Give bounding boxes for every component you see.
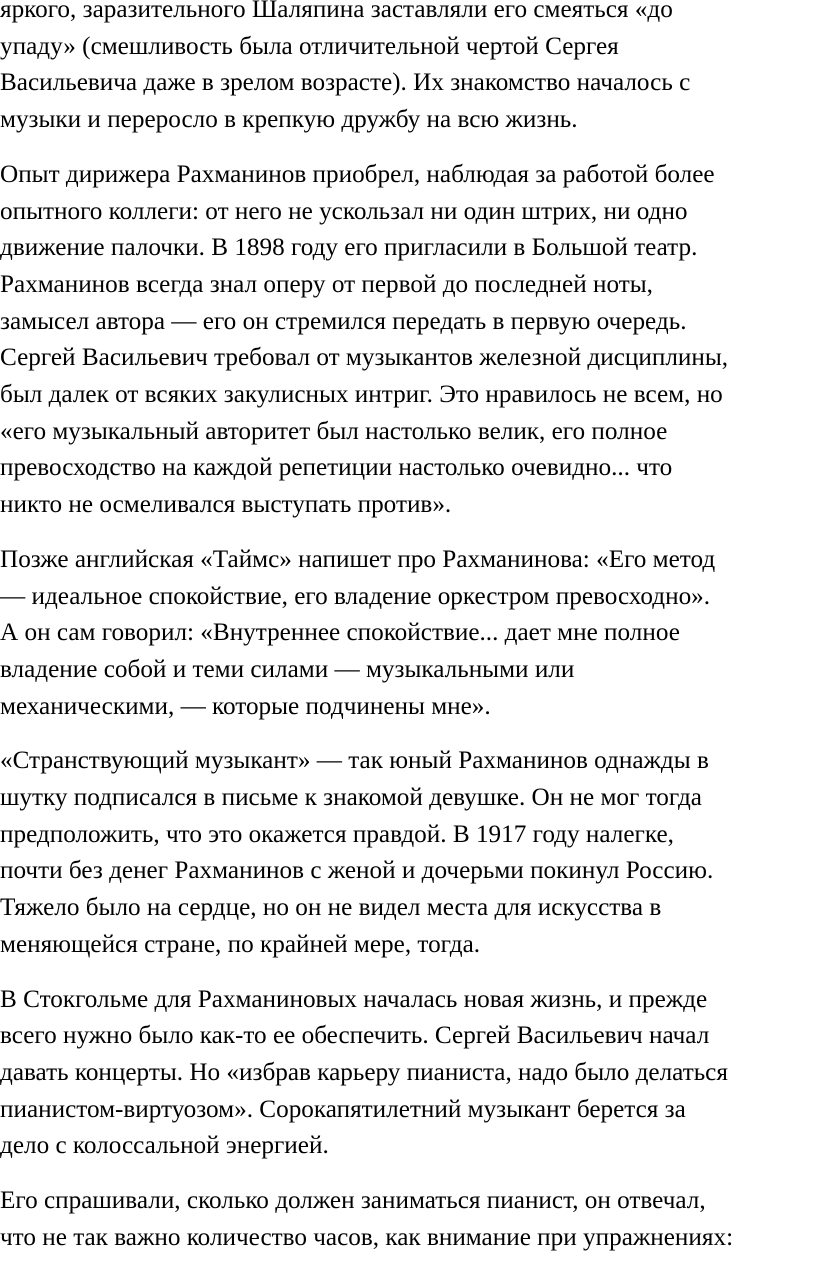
text-line: почти без денег Рахманинов с женой и дочерьми покинул Россию.: [0, 857, 714, 885]
text-line: движение палочки. В 1898 году его пригласили в Большой театр.: [0, 234, 698, 262]
text-line: был далек от всяких закулисных интриг. Это нравилось не всем, но: [0, 381, 723, 409]
text-line: — идеальное спокойствие, его владение оркестром превосходно».: [0, 582, 711, 610]
text-line: Опыт дирижера Рахманинов приобрел, наблюдая за работой более: [0, 160, 715, 188]
text-line: превосходство на каждой репетиции настолько очевидно... что: [0, 454, 673, 482]
text-line: всего нужно было как-то ее обеспечить. Сергей Васильевич начал: [0, 1022, 710, 1050]
text-line: меняющейся стране, по крайней мере, тогда.: [0, 930, 481, 958]
text-line: В Стокгольме для Рахманиновых началась новая жизнь, и прежде: [0, 985, 708, 1013]
text-line: что не так важно количество часов, как внимание при упражнениях:: [0, 1223, 734, 1251]
paragraph-conductor-experience: [0, 157, 810, 524]
text-line: предположить, что это окажется правдой. В 1917 году налегке,: [0, 820, 674, 848]
paragraph-wandering-musician: [0, 743, 810, 963]
text-line: упаду» (смешливость была отличительной чертой Сергея: [0, 32, 619, 60]
paragraph-stockholm: [0, 982, 810, 1166]
paragraph-practice-advice: [0, 1183, 810, 1256]
text-line: замысел автора — его он стремился передать в первую очередь.: [0, 307, 687, 335]
text-line: Рахманинов всегда знал оперу от первой до последней ноты,: [0, 270, 653, 298]
text-line: шутку подписался в письме к знакомой девушке. Он не мог тогда: [0, 784, 702, 812]
text-line: «Странствующий музыкант» — так юный Рахманинов однажды в: [0, 747, 709, 775]
text-line: механическими, — которые подчинены мне».: [0, 692, 491, 720]
text-line: яркого, заразительного Шаляпина заставляли его смеяться «до: [0, 0, 673, 23]
text-line: никто не осмеливался выступать против».: [0, 491, 452, 519]
text-line: Его спрашивали, сколько должен заниматься пианист, он отвечал,: [0, 1187, 706, 1215]
text-line: Тяжело было на сердце, но он не видел места для искусства в: [0, 894, 662, 922]
text-line: опытного коллеги: от него не ускользал ни один штрих, ни одно: [0, 197, 688, 225]
text-line: дело с колоссальной энергией.: [0, 1132, 329, 1160]
text-line: музыки и переросло в крепкую дружбу на всю жизнь.: [0, 106, 578, 134]
text-line: А он сам говорил: «Внутреннее спокойствие... дает мне полное: [0, 619, 680, 647]
paragraph-times-quote: [0, 542, 810, 726]
text-line: «его музыкальный авторитет был настолько велик, его полное: [0, 417, 668, 445]
text-line: Сергей Васильевич требовал от музыкантов железной дисциплины,: [0, 344, 729, 372]
text-line: Позже английская «Таймс» напишет про Рахманинова: «Его метод: [0, 545, 716, 573]
paragraph-shalyapin-friendship: [0, 0, 810, 139]
text-line: Васильевича даже в зрелом возрасте). Их знакомство началось с: [0, 69, 691, 97]
text-line: пианистом-виртуозом». Сорокапятилетний музыкант берется за: [0, 1095, 686, 1123]
text-line: давать концерты. Но «избрав карьеру пианиста, надо было делаться: [0, 1058, 728, 1086]
text-line: владение собой и теми силами — музыкальными или: [0, 655, 575, 683]
